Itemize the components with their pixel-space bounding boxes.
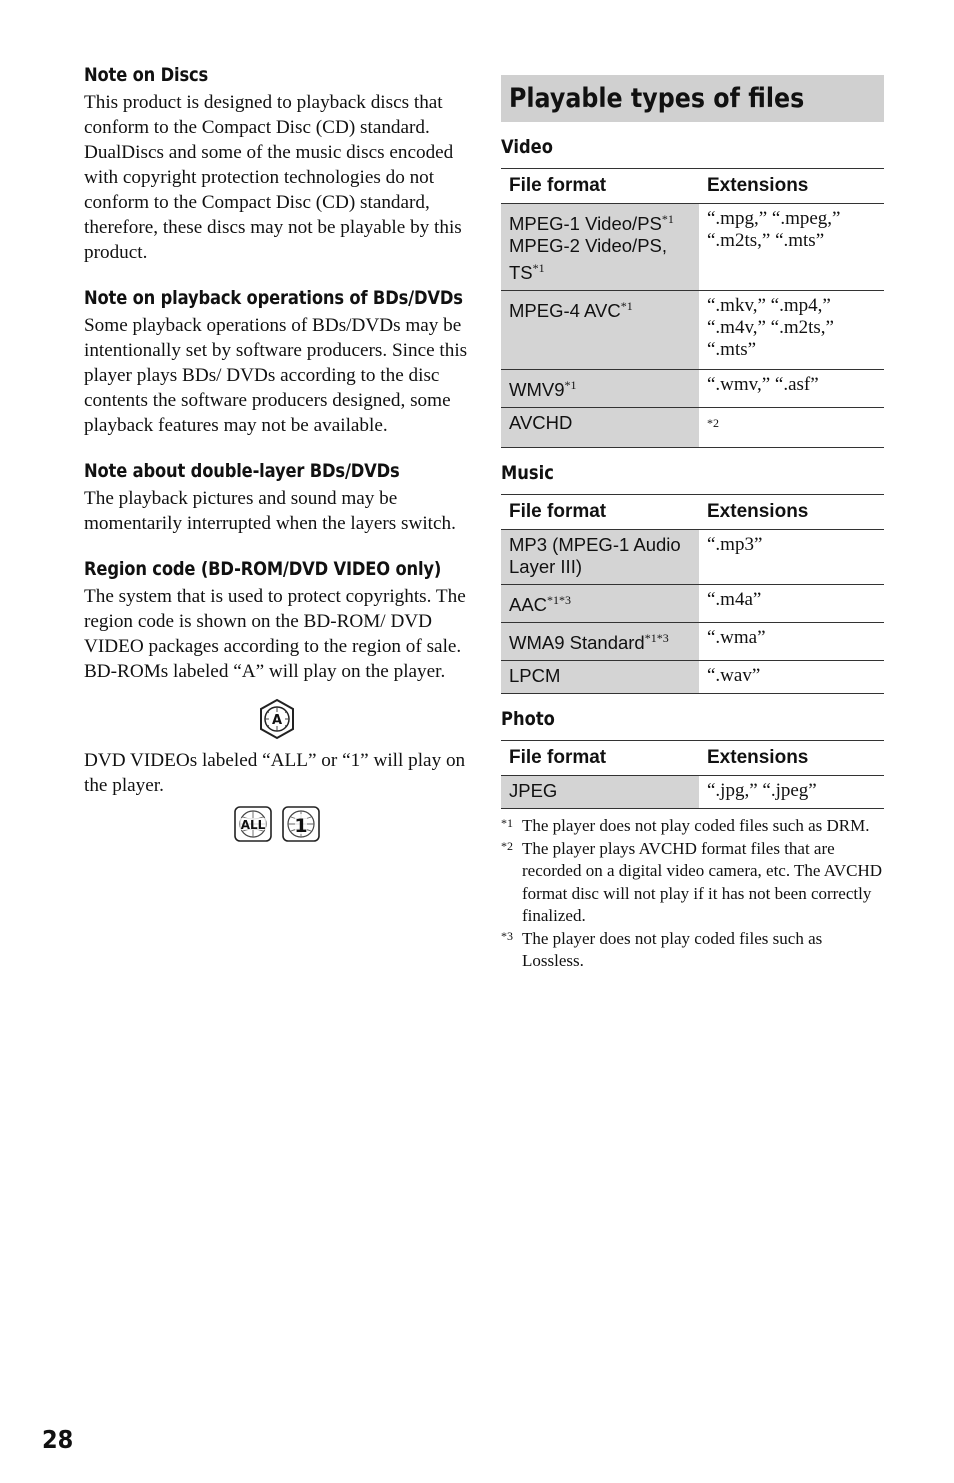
table-header-row <box>501 741 884 776</box>
footnotes <box>501 815 884 973</box>
format-cell: LPCM <box>501 661 699 694</box>
col-header-format: File format <box>501 494 699 529</box>
extension-cell: “.mkv,” “.mp4,” “.m4v,” “.m2ts,” “.mts” <box>699 291 884 370</box>
section-region-code <box>84 554 469 684</box>
photo-heading: Photo <box>501 708 555 731</box>
col-header-extensions: Extensions <box>699 494 884 529</box>
table-header-row <box>501 169 884 204</box>
section-heading: Note on playback operations of BDs/DVDs <box>84 287 463 309</box>
section-heading: Note about double-layer BDs/DVDs <box>84 460 400 482</box>
col-header-extensions: Extensions <box>699 741 884 776</box>
region-all-icon <box>234 806 272 842</box>
section-body: Some playback operations of BDs/DVDs may be intentionally set by software producers. Since this player plays BDs/ DVDs according to the disc contents the software producers designed, some playback features may not be available. <box>84 315 468 436</box>
footnote-text: The player does not play coded files such as Lossless. <box>522 928 823 971</box>
extension-cell: *2 <box>699 408 884 447</box>
table-row <box>501 370 884 408</box>
extension-cell: “.m4a” <box>699 584 884 622</box>
table-row <box>501 584 884 622</box>
page-number: 28 <box>42 1425 74 1454</box>
svg-text:ALL: ALL <box>240 818 265 832</box>
table-row <box>501 291 884 370</box>
right-column <box>501 75 884 973</box>
page-title: Playable types of files <box>509 83 805 114</box>
format-cell: $AAC^{*1*3}$ <box>501 584 699 622</box>
photo-table <box>501 740 884 809</box>
region-all-icon-row <box>84 806 469 842</box>
region-one-icon <box>282 806 320 842</box>
section-body: This product is designed to playback discs that conform to the Compact Disc (CD) standard. DualDiscs and some of the music discs encoded with copyright protection technologies do not conform to the Compact Disc (CD) standard, therefore, these discs may not be playable by this product. <box>84 92 462 263</box>
table-row <box>501 776 884 809</box>
extension-cell: “.wav” <box>699 661 884 694</box>
video-table <box>501 168 884 448</box>
footnote-text: The player plays AVCHD format files that are recorded on a digital video camera, etc. The AVCHD format disc will not play if it has not been correctly finalized. <box>522 838 883 926</box>
format-cell: WMA9 Standard$^{*1*3}$ <box>501 622 699 660</box>
table-row <box>501 408 884 447</box>
extension-cell: “.mp3” <box>699 529 884 584</box>
section-body: BD-ROMs labeled “A” will play on the player. <box>84 661 446 682</box>
table-row <box>501 204 884 291</box>
format-cell: AVCHD <box>501 408 699 447</box>
section-body: The system that is used to protect copyrights. The region code is shown on the BD-ROM/ DVD VIDEO packages according to the region of sale. <box>84 586 466 657</box>
footnote-mark: *1 <box>501 816 513 831</box>
table-row <box>501 529 884 584</box>
table-row <box>501 661 884 694</box>
section-playback-operations <box>84 283 469 438</box>
col-header-format: File format <box>501 169 699 204</box>
format-cell: JPEG <box>501 776 699 809</box>
footnote-3 <box>501 928 884 973</box>
section-heading: Region code (BD-ROM/DVD VIDEO only) <box>84 558 442 580</box>
section-double-layer <box>84 456 469 536</box>
format-cell: WMV9$^{*1}$ <box>501 370 699 408</box>
col-header-extensions: Extensions <box>699 169 884 204</box>
dvd-region-text: DVD VIDEOs labeled “ALL” or “1” will play on the player. <box>84 750 466 796</box>
section-heading: Note on Discs <box>84 64 209 86</box>
col-header-format: File format <box>501 741 699 776</box>
music-heading: Music <box>501 461 554 484</box>
svg-text:A: A <box>271 713 282 728</box>
extension-cell: “.wmv,” “.asf” <box>699 370 884 408</box>
table-header-row <box>501 494 884 529</box>
footnote-text: The player does not play coded files such as DRM. <box>522 816 870 836</box>
extension-cell: “.mpg,” “.mpeg,” “.m2ts,” “.mts” <box>699 204 884 291</box>
format-cell: MPEG-4 AVC$^{*1}$ <box>501 291 699 370</box>
table-row <box>501 622 884 660</box>
page-title-bar <box>501 75 884 122</box>
section-note-on-discs <box>84 60 469 265</box>
section-body: The playback pictures and sound may be momentarily interrupted when the layers switch. <box>84 488 456 534</box>
footnote-mark: *2 <box>501 838 513 853</box>
svg-text:1: 1 <box>293 815 308 837</box>
region-a-icon <box>257 698 297 740</box>
region-a-icon-row <box>84 698 469 740</box>
left-column <box>84 60 469 854</box>
footnote-2 <box>501 838 884 928</box>
video-heading: Video <box>501 136 553 158</box>
format-cell: MPEG-1 Video/PS$^{*1}$ MPEG-2 Video/PS, TS$^{*1}$ <box>501 204 699 291</box>
extension-cell: “.wma” <box>699 622 884 660</box>
format-cell: MP3 (MPEG-1 Audio Layer III) <box>501 529 699 584</box>
extension-cell: “.jpg,” “.jpeg” <box>699 776 884 809</box>
footnote-mark: *3 <box>501 928 513 943</box>
music-table <box>501 494 884 694</box>
footnote-1 <box>501 815 884 838</box>
